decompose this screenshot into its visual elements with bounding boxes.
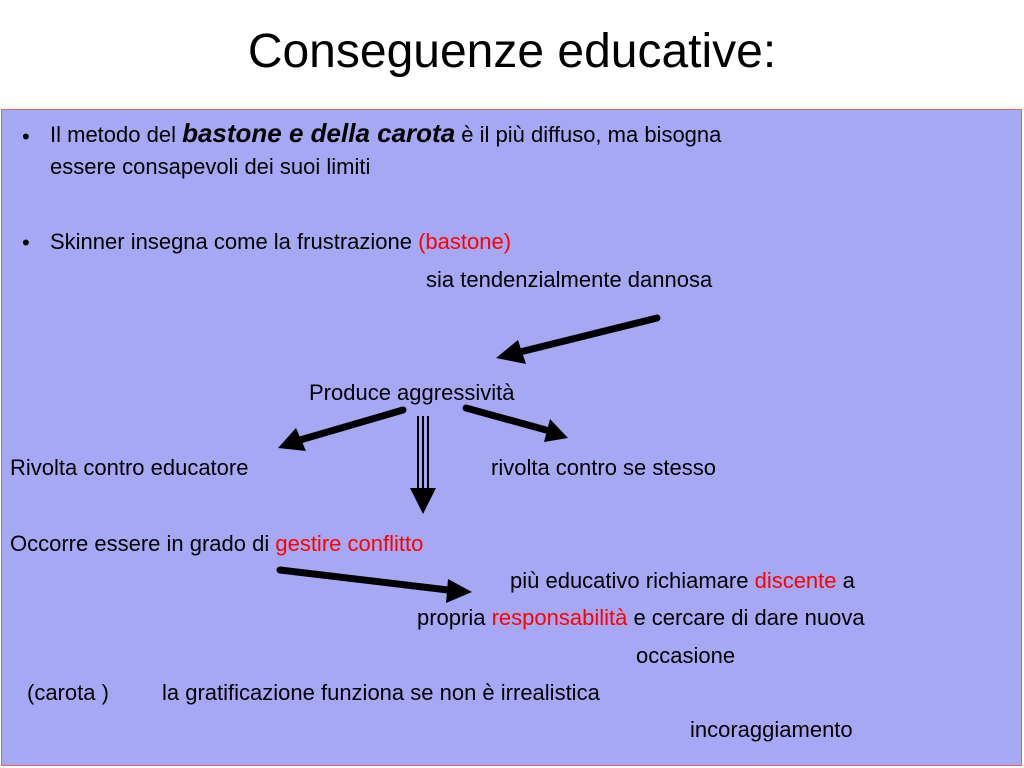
bullet-1-emphasis: bastone e della carota [182,118,456,148]
educativo-line2-post: e cercare di dare nuova [627,605,865,630]
educativo-red-2: responsabilità [491,605,628,630]
bullet-2-red: (bastone) [418,229,512,254]
educativo-red-1: discente [754,568,837,593]
bullet-1-pre: Il metodo del [50,122,183,147]
slide-title: Conseguenze educative: [247,25,777,78]
produce-aggressivita: Produce aggressività [309,380,515,405]
carota-text: la gratificazione funziona se non è irrealistica [162,680,600,705]
rivolta-contro-se-stesso: rivolta contro se stesso [491,455,716,480]
bullet-marker-2: • [22,230,30,255]
occorre-pre: Occorre essere in grado di [10,531,276,556]
arrow-to-educativo [280,570,472,603]
educativo-pre: più educativo richiamare [510,568,755,593]
educativo-line2-pre: propria [417,605,492,630]
bullet-marker-1: • [22,124,30,149]
bullet-1-line-2: essere consapevoli dei suoi limiti [50,154,371,179]
carota-red: (carota ) [27,680,109,705]
occorre-red: gestire conflitto [275,531,424,556]
arrow-to-se-stesso [466,408,568,442]
arrow-down-double [410,416,436,514]
bullet-2-pre: Skinner insegna come la frustrazione [50,229,419,254]
bullet-1-post: è il più diffuso, ma bisogna [455,122,722,147]
rivolta-contro-educatore: Rivolta contro educatore [10,455,249,480]
bullet-2-line-2: sia tendenzialmente dannosa [426,267,713,292]
incoraggiamento: incoraggiamento [690,717,853,742]
educativo-post-1: a [836,568,855,593]
arrow-to-produce [496,318,657,364]
arrow-to-educatore [278,410,403,451]
educativo-line-3: occasione [636,643,736,668]
